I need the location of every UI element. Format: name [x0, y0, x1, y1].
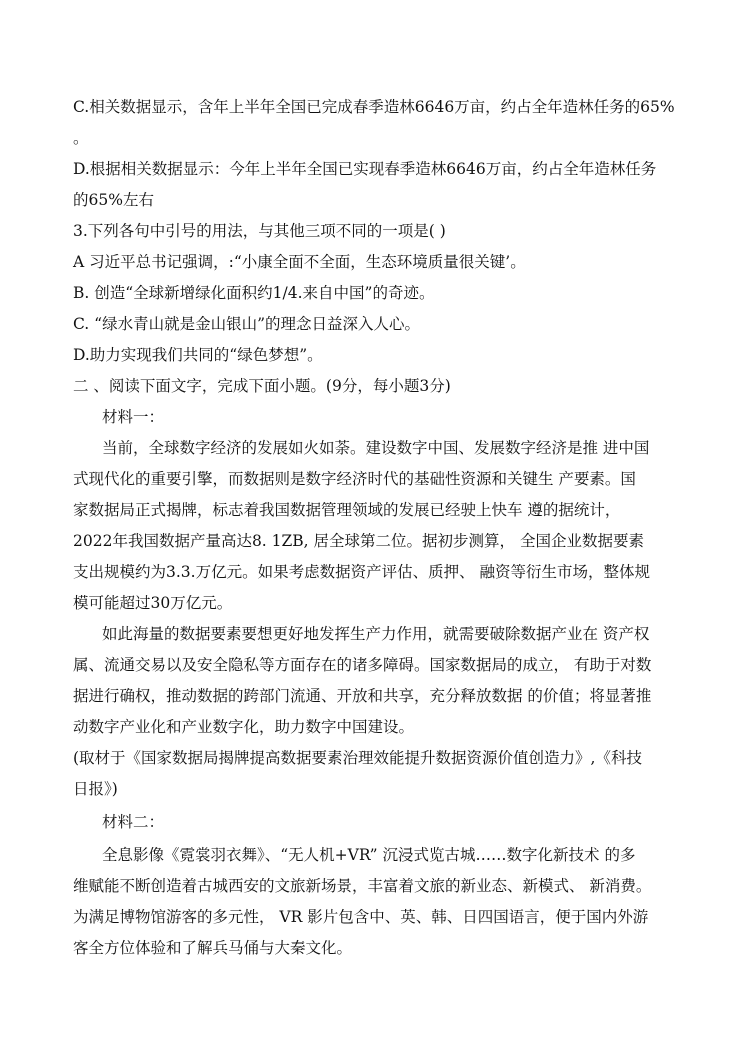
option-d-line-1: D.根据相关数据显示：今年上半年全国已实现春季造林6646万亩，约占全年造林任务	[73, 160, 657, 178]
q3-option-d: D.助力实现我们共同的“绿色梦想”。	[73, 346, 323, 364]
material-1-p2-line-2: 属、流通交易以及安全隐私等方面存在的诸多障碍。国家数据局的成立， 有助于对数	[73, 656, 652, 674]
source-citation-line-1: (取材于《国家数据局揭牌提高数据要素治理效能提升数据资源价值创造力》,《科技	[73, 749, 642, 767]
source-citation-line-2: 日报》)	[73, 780, 118, 798]
material-1-p2-line-4: 动数字产业化和产业数字化，助力数字中国建设。	[73, 718, 415, 736]
material-2-p1-line-2: 维赋能不断创造着古城西安的文旅新场景，丰富着文旅的新业态、新模式、 新消费。	[73, 877, 652, 895]
material-1-label: 材料一：	[102, 408, 165, 426]
material-1-p1-line-1: 当前，全球数字经济的发展如火如荼。建设数字中国、发展数字经济是推 进中国	[102, 439, 650, 457]
section-2-heading: 二 、阅读下面文字，完成下面小题。(9分，每小题3分)	[73, 377, 451, 395]
material-1-p1-line-6: 模可能超过30万亿元。	[73, 594, 233, 612]
material-2-label: 材料二：	[102, 813, 165, 831]
material-2-p1-line-4: 客全方位体验和了解兵马俑与大秦文化。	[73, 939, 353, 957]
material-1-p2-line-3: 据进行确权，推动数据的跨部门流通、开放和共享，充分释放数据 的价值；将显著推	[73, 687, 652, 705]
option-c-line-1: C.相关数据显示，含年上半年全国已完成春季造林6646万亩，约占全年造林任务的65%	[73, 98, 675, 116]
question-3: 3.下列各句中引号的用法，与其他三项不同的一项是( )	[73, 222, 446, 240]
q3-option-c: C. “绿水青山就是金山银山”的理念日益深入人心。	[73, 315, 421, 333]
material-1-p1-line-2: 式现代化的重要引擎，而数据则是数字经济时代的基础性资源和关键生 产要素。国	[73, 470, 636, 488]
material-1-p2-line-1: 如此海量的数据要素要想更好地发挥生产力作用，就需要破除数据产业在 资产权	[102, 625, 650, 643]
material-1-p1-line-5: 支出规模约为3.3.万亿元。如果考虑数据资产评估、质押、 融资等衍生市场，整体规	[73, 563, 651, 581]
material-1-p1-line-4: 2022年我国数据产量高达8. 1ZB, 居全球第二位。据初步测算， 全国企业数据要素	[73, 532, 644, 550]
q3-option-b: B. 创造“全球新增绿化面积约1/4.来自中国”的奇迹。	[73, 284, 435, 302]
option-d-line-2: 的65%左右	[73, 191, 154, 209]
material-2-p1-line-3: 为满足博物馆游客的多元性， VR 影片包含中、英、韩、日四国语言，便于国内外游	[73, 908, 649, 926]
material-2-p1-line-1: 全息影像《霓裳羽衣舞》、“无人机+VR” 沉浸式览古城……数字化新技术 的多	[102, 846, 636, 864]
q3-option-a: A 习近平总书记强调，:“小康全面不全面，生态环境质量很关键’。	[73, 253, 526, 271]
material-1-p1-line-3: 家数据局正式揭牌，标志着我国数据管理领域的发展已经驶上快车 遵的据统计，	[73, 501, 621, 519]
option-c-line-2: 。	[73, 129, 89, 147]
